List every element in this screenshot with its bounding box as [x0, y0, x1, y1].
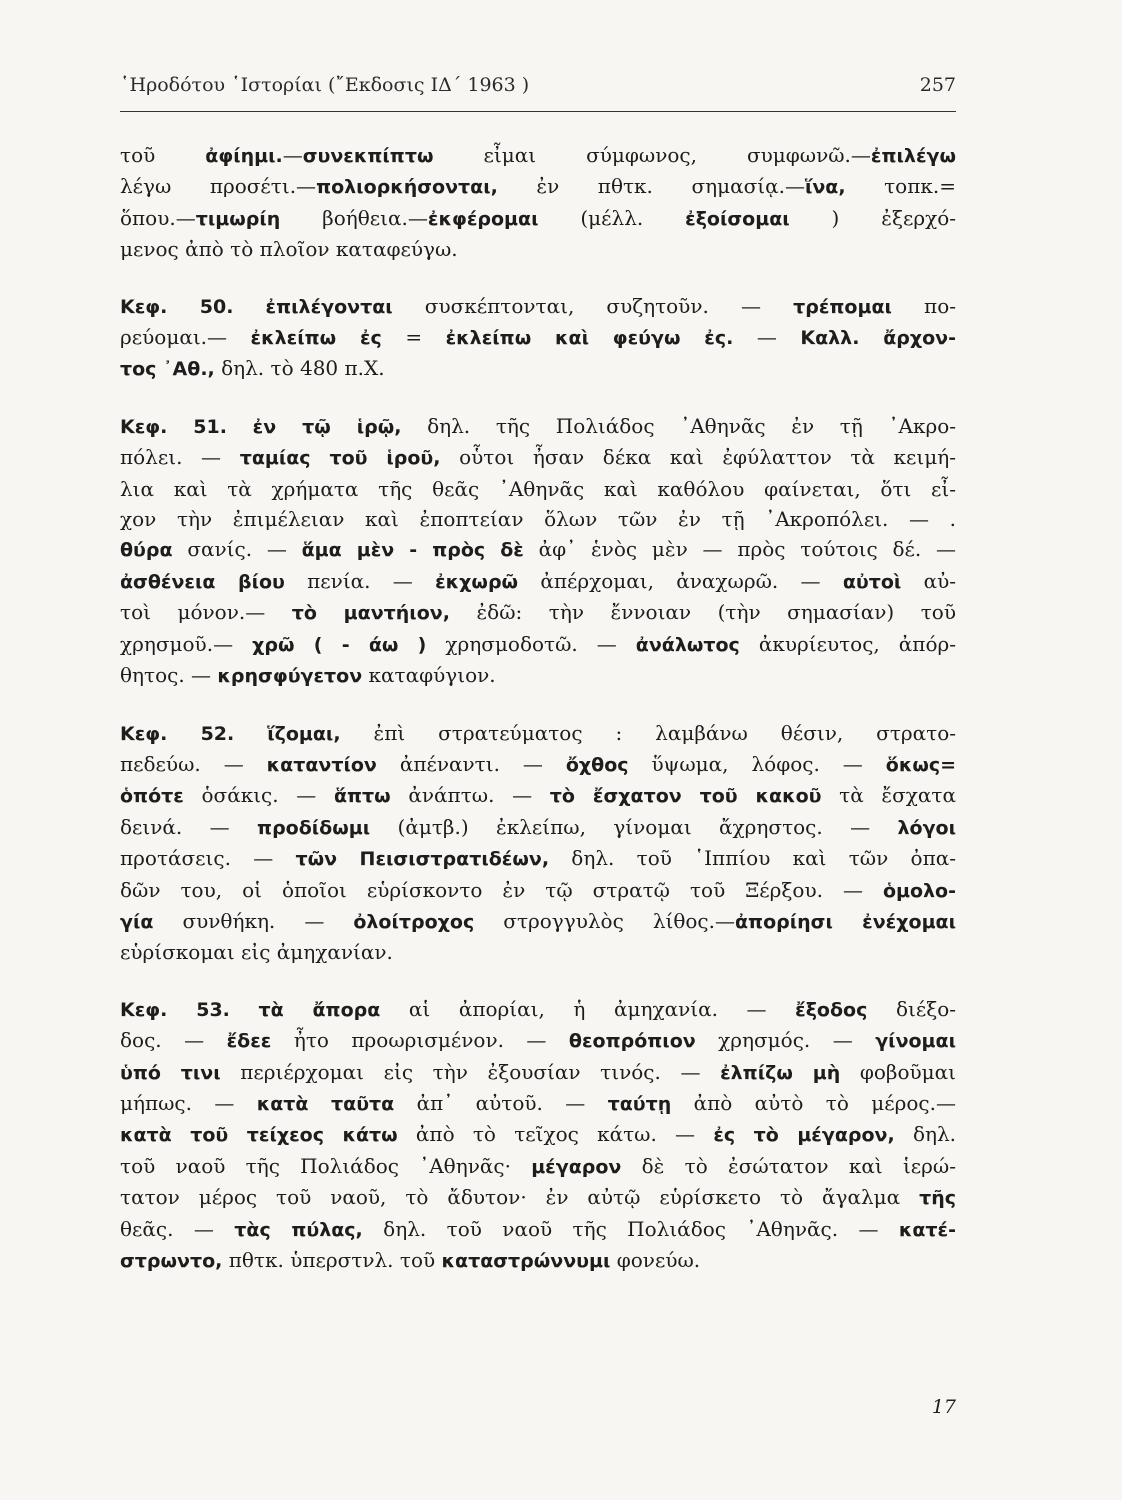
gloss-text: φοβοῦμαι	[840, 1059, 956, 1084]
text-line	[120, 875, 956, 906]
gloss-text: μήπως. —	[120, 1090, 257, 1115]
gloss-text: χρησμοῦ.—	[120, 631, 253, 656]
text-line	[120, 1088, 956, 1119]
text-line	[120, 749, 956, 780]
lemma: Κεφ. 53.	[120, 998, 230, 1021]
text-line	[120, 442, 956, 473]
lemma: πολιορκήσονται,	[316, 176, 498, 199]
text-line	[120, 843, 956, 874]
gloss-text: ἀπὸ αὐτὸ τὸ μέρος.—	[671, 1090, 956, 1115]
gloss-text: αἱ ἀπορίαι, ἡ ἀμηχανία. —	[380, 996, 796, 1021]
text-line	[120, 566, 956, 597]
lemma: κατέ-	[898, 1218, 956, 1241]
text-line	[120, 937, 956, 967]
text-line	[120, 1151, 956, 1182]
gloss-text: ἀπέναντι. —	[376, 751, 566, 776]
lemma: ἵζομαι,	[267, 722, 341, 745]
lemma: Κεφ. 52.	[120, 722, 235, 745]
text-line	[120, 140, 956, 171]
gloss-text: λια καὶ τὰ χρήματα τῆς θεᾶς ᾿Αθηνᾶς καὶ καθόλου φαίνεται, ὅτι εἶ-	[120, 476, 956, 501]
gloss-text: (μέλλ.	[538, 205, 686, 230]
gloss-text: δηλ.	[894, 1122, 957, 1147]
text-line	[120, 504, 956, 534]
text-line	[120, 353, 956, 384]
gloss-text: καταφύγιον.	[362, 663, 496, 688]
text-line	[120, 718, 956, 749]
gloss-text: αὐ-	[901, 568, 956, 593]
lemma: Κεφ. 50.	[120, 295, 234, 318]
lemma: ταύτῃ	[607, 1092, 672, 1115]
lemma: ὄχθος	[565, 753, 629, 776]
gloss-text: ὅπου.—	[120, 205, 196, 230]
gloss-text	[233, 294, 265, 318]
gloss-text: τοῦ ναοῦ τῆς Πολιάδος ᾿Αθηνᾶς·	[120, 1153, 532, 1178]
gloss-text: ἀπέρχομαι, ἀναχωρῶ. —	[518, 568, 843, 593]
lemma: ὑπό τινι	[120, 1061, 221, 1084]
gloss-text	[234, 721, 267, 745]
gloss-text: ἐπὶ στρατεύματος : λαμβάνω θέσιν, στρατο-	[340, 720, 957, 745]
lemma: τῶν Πεισιστρατιδέων,	[295, 848, 550, 871]
lemma: τῆς	[919, 1187, 956, 1210]
gloss-text: βοήθεια.—	[280, 205, 428, 230]
lemma: ὁπότε	[120, 785, 184, 808]
gloss-text: ἦτο προωρισμένον. —	[271, 1028, 569, 1053]
gloss-text: (ἀμτβ.) ἐκλείπω, γίνομαι ἄχρηστος. —	[370, 814, 898, 839]
text-line	[120, 629, 956, 660]
gloss-text: χρησμός. —	[695, 1028, 876, 1053]
lemma: γίνομαι	[875, 1030, 956, 1053]
text-line	[120, 171, 956, 202]
lemma: ὀλοίτροχος	[353, 910, 475, 933]
gloss-text: δὲ τὸ ἐσώτατον καὶ ἱερώ-	[621, 1153, 956, 1178]
gloss-text	[230, 997, 259, 1021]
text-line	[120, 234, 956, 264]
lemma: ἐλπίζω μὴ	[720, 1061, 841, 1084]
text-line	[120, 780, 956, 811]
gloss-text: δηλ. τῆς Πολιάδος ᾿Αθηνᾶς ἐν τῇ ᾿Ακρο-	[401, 413, 957, 438]
text-line	[120, 474, 956, 504]
gloss-text: συνθήκη. —	[153, 908, 354, 933]
lemma: ἐκχωρῶ	[435, 570, 519, 593]
gloss-text: σανίς. —	[172, 537, 302, 562]
gloss-text: ἀκυρίευτος, ἀπόρ-	[739, 631, 956, 656]
glossary-paragraph	[120, 718, 956, 968]
gloss-text: τοὶ μόνον.—	[120, 600, 292, 625]
lemma: κρησφύγετον	[217, 665, 363, 688]
gloss-text: τοπκ.=	[845, 174, 956, 199]
lemma: χρῶ ( - άω )	[252, 633, 427, 656]
lemma: συνεκπίπτω	[302, 145, 434, 167]
gloss-text: ρεύομαι.—	[120, 325, 251, 350]
gloss-text: ἐδῶ: τὴν ἔννοιαν (τὴν σημασίαν) τοῦ	[449, 600, 957, 625]
gloss-text: ἀνάπτω. —	[390, 783, 550, 808]
gloss-text: ἀπὸ τὸ τεῖχος κάτω. —	[397, 1122, 714, 1147]
text-line	[120, 812, 956, 843]
lemma: γία	[120, 910, 154, 933]
gloss-text: συσκέπτονται, συζητοῦν. —	[392, 293, 794, 318]
lemma: ἀσθένεια βίου	[120, 570, 285, 593]
lemma: στρωντο,	[120, 1250, 223, 1272]
lemma: ὅκως=	[885, 753, 957, 776]
lemma: Καλλ. ἄρχον-	[800, 327, 956, 350]
lemma: ἔξοδος	[795, 998, 868, 1021]
gloss-text: προτάσεις. —	[120, 846, 296, 871]
lemma: προδίδωμι	[257, 816, 371, 839]
glossary-paragraph	[120, 411, 956, 692]
gloss-text: πόλει. —	[120, 445, 240, 470]
text-line	[120, 1245, 956, 1276]
gloss-text: ἀπ᾿ αὐτοῦ. —	[394, 1090, 608, 1115]
gloss-text: διέξο-	[867, 996, 957, 1021]
text-line	[120, 994, 956, 1025]
lemma: τιμωρίη	[195, 207, 281, 230]
running-header	[120, 74, 956, 96]
gloss-text: περιέρχομαι εἰς τὴν ἐξουσίαν τινός. —	[220, 1059, 721, 1084]
text-line	[120, 660, 956, 691]
lemma: θεοπρόπιον	[568, 1030, 696, 1053]
gloss-text: πεδεύω. —	[120, 751, 267, 776]
gloss-text: εἶμαι σύμφωνος, συμφωνῶ.—	[433, 143, 871, 167]
gloss-text: χον τὴν ἐπιμέλειαν καὶ ἐποπτείαν ὅλων τῶν ἐν τῇ ᾿Ακροπόλει. — .	[120, 507, 956, 532]
lemma: τὸ μαντήιον,	[291, 602, 450, 625]
header-rule	[120, 111, 956, 112]
gloss-text: δηλ. τοῦ ναοῦ τῆς Πολιάδος ᾿Αθηνᾶς. —	[362, 1216, 899, 1241]
text-line	[120, 411, 956, 442]
gloss-text: οὗτοι ἦσαν δέκα καὶ ἐφύλαττον τὰ κειμή-	[440, 445, 956, 470]
lemma: ἐκλείπω καὶ φεύγω ἐς.	[445, 327, 734, 350]
glossary-paragraph	[120, 140, 956, 265]
gloss-text: πθτκ. ὑπερστνλ. τοῦ	[222, 1248, 442, 1272]
lemma: τος ᾿Αθ.,	[120, 358, 215, 381]
lemma: λόγοι	[897, 816, 956, 839]
lemma: ἔδεε	[226, 1030, 272, 1053]
glossary-paragraph	[120, 291, 956, 385]
text-line	[120, 1025, 956, 1056]
lemma: καταστρώννυμι	[441, 1250, 611, 1272]
glossary-body	[120, 140, 956, 1276]
gloss-text: δηλ. τὸ 480 π.Χ.	[214, 356, 385, 381]
lemma: ἐκλείπω ἐς	[250, 327, 382, 350]
gloss-text: δῶν του, οἱ ὁποῖοι εὑρίσκοντο ἐν τῷ στρατῷ τοῦ Ξέρξου. —	[120, 877, 883, 902]
gloss-text	[227, 414, 253, 438]
lemma: ἀνάλωτος	[635, 633, 740, 656]
gloss-text: δεινά. —	[120, 814, 258, 839]
lemma: ἐξοίσομαι	[685, 207, 790, 230]
lemma: τὰ ἄπορα	[258, 998, 381, 1021]
text-line	[120, 1057, 956, 1088]
lemma: τρέπομαι	[793, 295, 892, 318]
gloss-text: —	[282, 143, 303, 167]
lemma: καταντίον	[266, 753, 377, 776]
lemma: κατὰ ταῦτα	[256, 1092, 395, 1115]
gloss-text: φονεύω.	[610, 1248, 701, 1272]
text-line	[120, 291, 956, 322]
lemma: ἐς τὸ μέγαρον,	[713, 1124, 895, 1147]
lemma: κατὰ τοῦ τείχεος κάτω	[120, 1124, 398, 1147]
gloss-text: εὑρίσκομαι εἰς ἀμηχανίαν.	[120, 940, 393, 965]
gloss-text: ἐν πθτκ. σημασίᾳ.—	[497, 174, 805, 199]
lemma: μέγαρον	[531, 1155, 622, 1178]
gloss-text: δος. —	[120, 1028, 227, 1053]
gloss-text: =	[381, 325, 446, 350]
gloss-text: ὕψωμα, λόφος. —	[628, 751, 886, 776]
gloss-text: τὰ ἔσχατα	[821, 783, 956, 808]
text-line	[120, 1214, 956, 1245]
gloss-text: —	[733, 325, 801, 350]
gloss-text: τατον μέρος τοῦ ναοῦ, τὸ ἄδυτον· ἐν αὐτῷ εὑρίσκετο τὸ ἄγαλμα	[120, 1185, 920, 1210]
gloss-text: στρογγυλὸς λίθος.—	[474, 908, 735, 933]
gloss-text: θεᾶς. —	[120, 1216, 235, 1241]
text-line	[120, 1119, 956, 1150]
text-line	[120, 906, 956, 937]
lemma: ἀπορίησι ἐνέχομαι	[735, 910, 957, 933]
lemma: Κεφ. 51.	[120, 415, 227, 438]
text-line	[120, 534, 956, 565]
gloss-text: πο-	[891, 293, 956, 318]
lemma: ἅμα μὲν - πρὸς δὲ	[301, 539, 524, 562]
lemma: ἐκφέρομαι	[427, 207, 539, 230]
text-line	[120, 322, 956, 353]
lemma: ἅπτω	[333, 785, 391, 808]
lemma: ἀφίημι.	[205, 145, 283, 167]
gloss-text: ὁσάκις. —	[183, 783, 334, 808]
glossary-paragraph	[120, 994, 956, 1277]
lemma: ἐπιλέγονται	[265, 295, 393, 318]
lemma: τὰς πύλας,	[234, 1218, 363, 1241]
text-line	[120, 1182, 956, 1213]
gloss-text: δηλ. τοῦ ῾Ιππίου καὶ τῶν ὀπα-	[549, 846, 956, 871]
page-number: 257	[919, 74, 956, 96]
gloss-text: μενος ἀπὸ τὸ πλοῖον καταφεύγω.	[120, 237, 458, 262]
gloss-text: ἀφ᾿ ἑνὸς μὲν — πρὸς τούτοις δέ. —	[523, 537, 956, 562]
gloss-text: ) ἐξερχό-	[789, 205, 956, 230]
gloss-text: πενία. —	[284, 568, 436, 593]
text-line	[120, 203, 956, 234]
lemma: θύρα	[120, 539, 173, 562]
lemma: ταμίας τοῦ ἱροῦ,	[239, 447, 441, 470]
gloss-text: λέγω προσέτι.—	[120, 174, 317, 199]
lemma: ὁμολο-	[882, 879, 956, 902]
running-title: ῾Ηροδότου ῾Ιστορίαι (῎Εκδοσις ΙΔ΄ 1963 )	[120, 74, 530, 96]
lemma: αὐτοὶ	[842, 570, 902, 593]
gloss-text: τοῦ	[120, 143, 206, 167]
text-line	[120, 597, 956, 628]
gloss-text: χρησμοδοτῶ. —	[426, 631, 636, 656]
lemma: ἐν τῷ ἱρῷ,	[252, 415, 402, 438]
signature-mark: 17	[931, 1396, 956, 1418]
lemma: τὸ ἔσχατον τοῦ κακοῦ	[549, 785, 822, 808]
lemma: ἵνα,	[804, 176, 846, 199]
gloss-text: θητος. —	[120, 663, 218, 688]
lemma: ἐπιλέγω	[870, 145, 956, 167]
